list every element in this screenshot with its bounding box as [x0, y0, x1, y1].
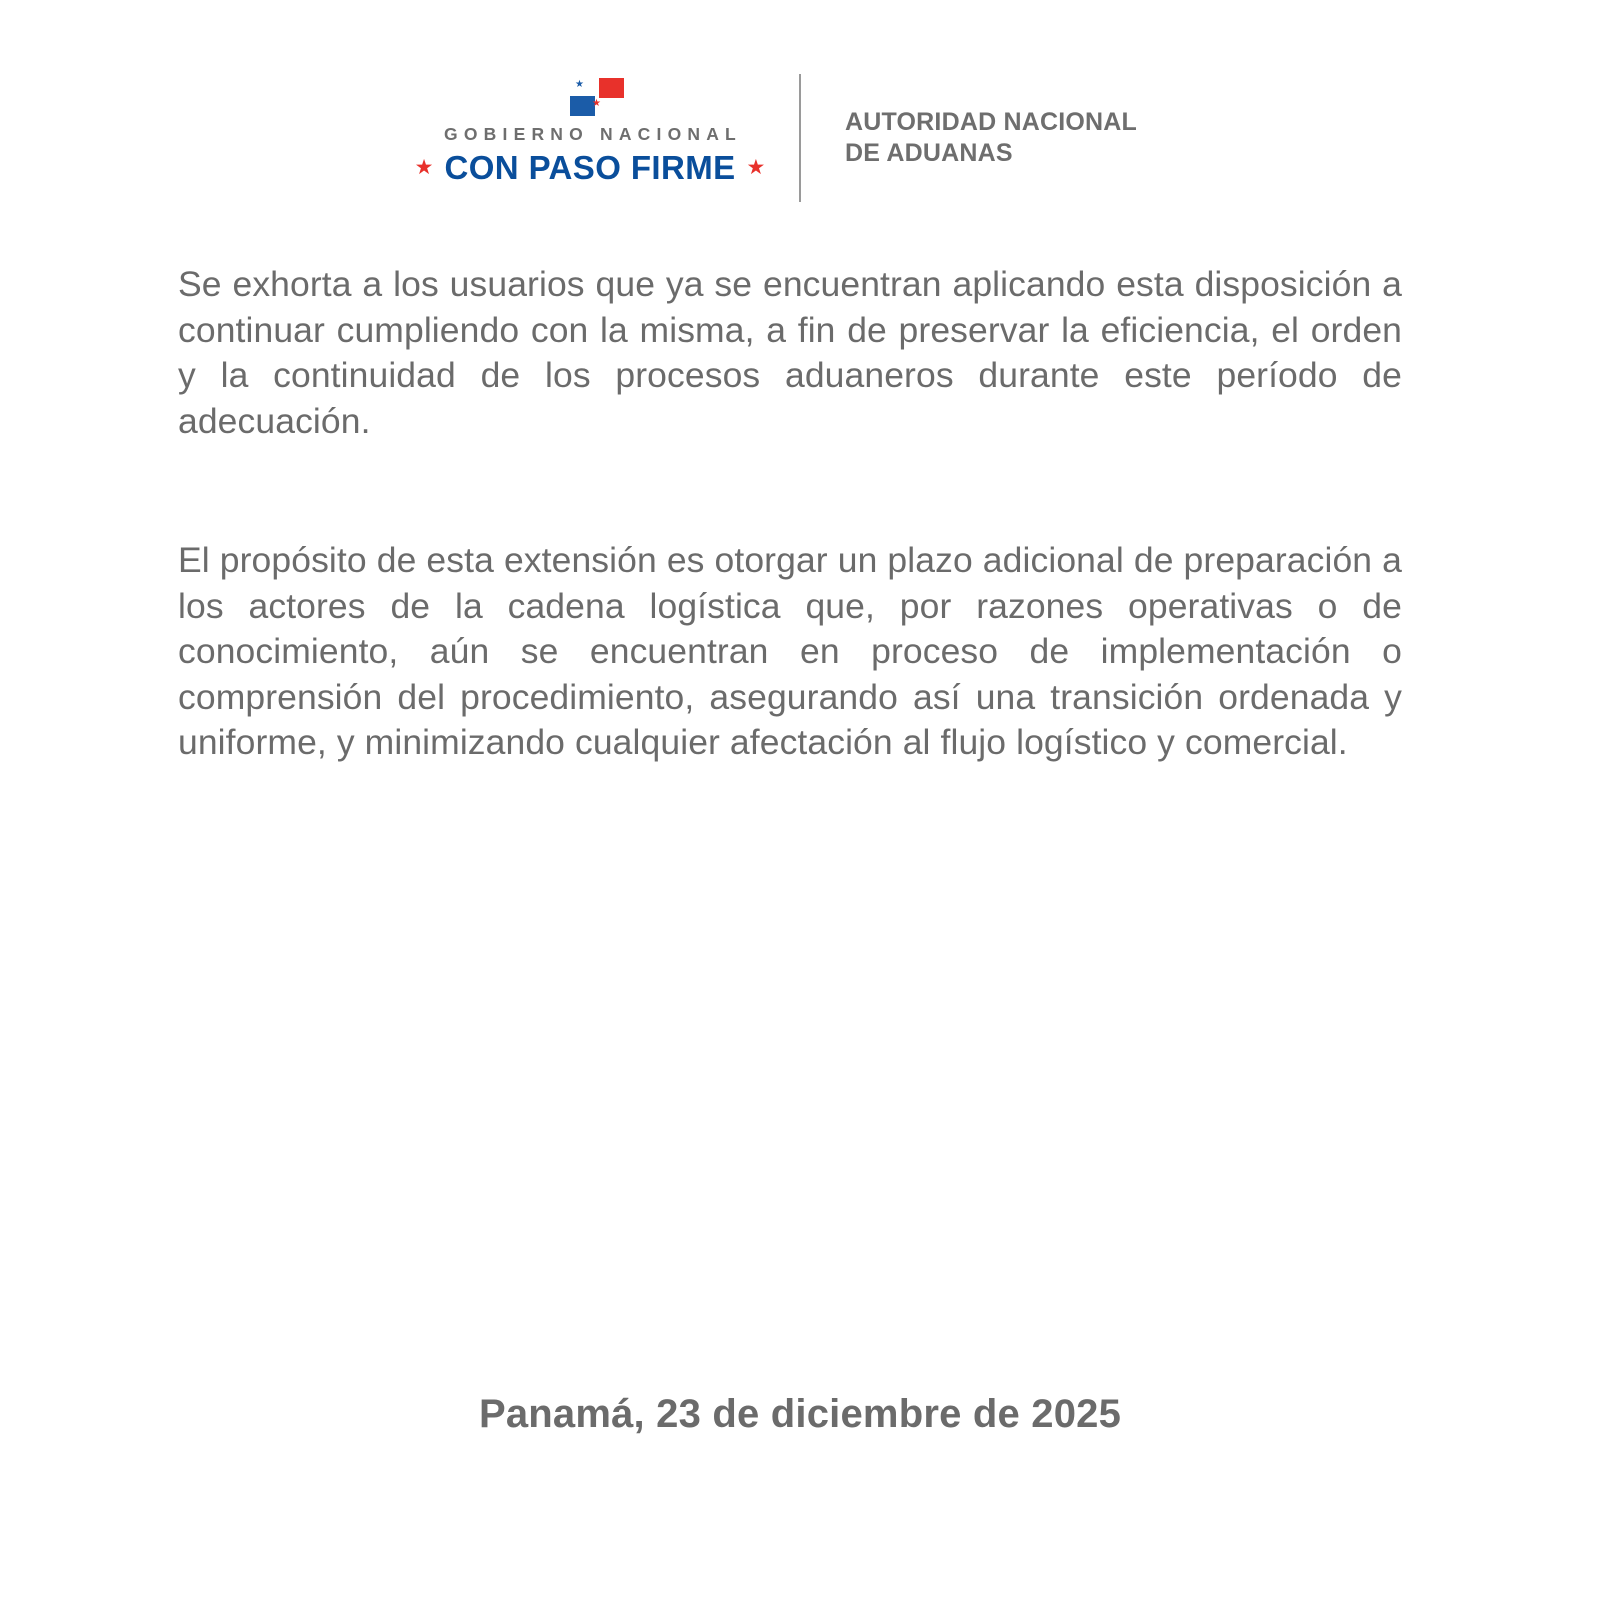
- star-left-icon: ★: [414, 156, 434, 179]
- document-header: [0, 74, 1600, 202]
- agency-name-line-1: AUTORIDAD NACIONAL: [845, 108, 1138, 136]
- agency-name-line-2: DE ADUANAS: [845, 139, 1013, 167]
- document-footer: [0, 1390, 1600, 1438]
- government-label: GOBIERNO NACIONAL: [444, 124, 742, 144]
- star-right-icon: ★: [746, 156, 766, 179]
- panama-flag-emblem-icon: [562, 78, 624, 118]
- paragraph-1: Se exhorta a los usuarios que ya se encuentran aplicando esta disposición a continuar cumpliendo con la misma, a fin de preservar la eficiencia, el orden y la continuidad de los procesos aduaneros durante este período de adecuación.: [178, 264, 1402, 441]
- agency-name-block: [845, 74, 1175, 202]
- paragraph-2: El propósito de esta extensión es otorgar un plazo adicional de preparación a los actores de la cadena logística que, por razones operativas o de conocimiento, aún se encuentran en proceso de implementación o comprensión del procedimiento, asegurando así una transición ordenada y uniforme, y minimizando cualquier afectación al flujo logístico y comercial.: [178, 540, 1402, 762]
- document-body: [178, 262, 1402, 766]
- footer-date-line: Panamá, 23 de diciembre de 2025: [478, 1392, 1122, 1436]
- government-brand-block: [414, 74, 766, 202]
- slogan-text: CON PASO FIRME: [444, 149, 736, 186]
- flag-red-quadrant: [599, 78, 624, 98]
- flag-blue-star-icon: ★: [575, 79, 584, 90]
- flag-red-star-icon: ★: [592, 98, 601, 109]
- header-divider: [799, 74, 801, 202]
- government-slogan: [415, 151, 766, 184]
